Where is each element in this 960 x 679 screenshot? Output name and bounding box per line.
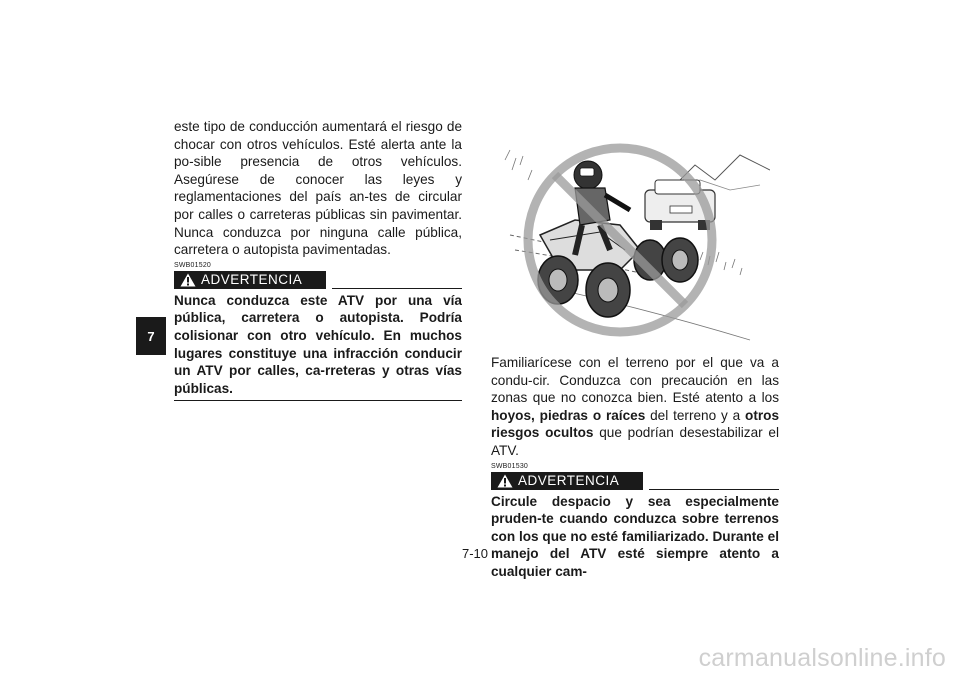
warning-label: ADVERTENCIA (518, 473, 620, 489)
right-paragraph (491, 354, 779, 460)
text-part: del terreno y a (650, 407, 741, 423)
warning-triangle-icon (180, 273, 196, 287)
watermark: carmanualsonline.info (698, 644, 946, 672)
warning-code: SWB01520 (174, 261, 212, 269)
atv-illustration (500, 140, 770, 345)
chapter-tab: 7 (136, 317, 166, 355)
text-part: que podrían desestabilizar el ATV. (491, 425, 780, 458)
warning-header (174, 271, 462, 289)
warning-header (491, 472, 779, 490)
warning-text: Nunca conduzca este ATV por una vía pública, carretera o autopista. Podría colisionar con otro vehículo. En muchos lugares constituye una infracción conducir un ATV por calles, ca-rreteras y otras vías públicas. (174, 292, 462, 396)
warning-triangle-icon (497, 474, 513, 488)
warning-label-box (491, 472, 643, 490)
warning-label: ADVERTENCIA (201, 272, 303, 288)
warning-header-line (649, 489, 779, 490)
left-column (174, 118, 462, 401)
left-paragraph: este tipo de conducción aumentará el riesgo de chocar con otros vehículos. Esté alerta ante la po-sible presencia de otros vehículos. Asegúrese de conocer las leyes y reglamentaciones del país an-tes de circular por calles o carreteras públicas sin pavimentar. Nunca conduzca por ninguna calle pública, carretera o autopista pavimentadas. (174, 119, 462, 258)
bold-hidden-risks: otros riesgos ocultos (491, 407, 780, 441)
warning-header-line (332, 288, 462, 289)
text-part: Familiarícese con el terreno por el que va a condu-cir. Conduzca con precaución en las zonas que no conozca bien. Esté atento a los (491, 355, 779, 406)
right-column (491, 354, 779, 581)
page-number: 7-10 (462, 546, 489, 561)
warning-label-box (174, 271, 326, 289)
bold-hazards: hoyos, piedras o raíces (491, 407, 646, 423)
warning-text: Circule despacio y sea especialmente pruden-te cuando conduzca sobre terrenos con los que no esté familiarizado. Durante el manejo del ATV esté siempre atento a cualquier cam- (491, 493, 779, 579)
warning-code: SWB01530 (491, 462, 529, 470)
warning-bottom-rule (174, 400, 462, 401)
